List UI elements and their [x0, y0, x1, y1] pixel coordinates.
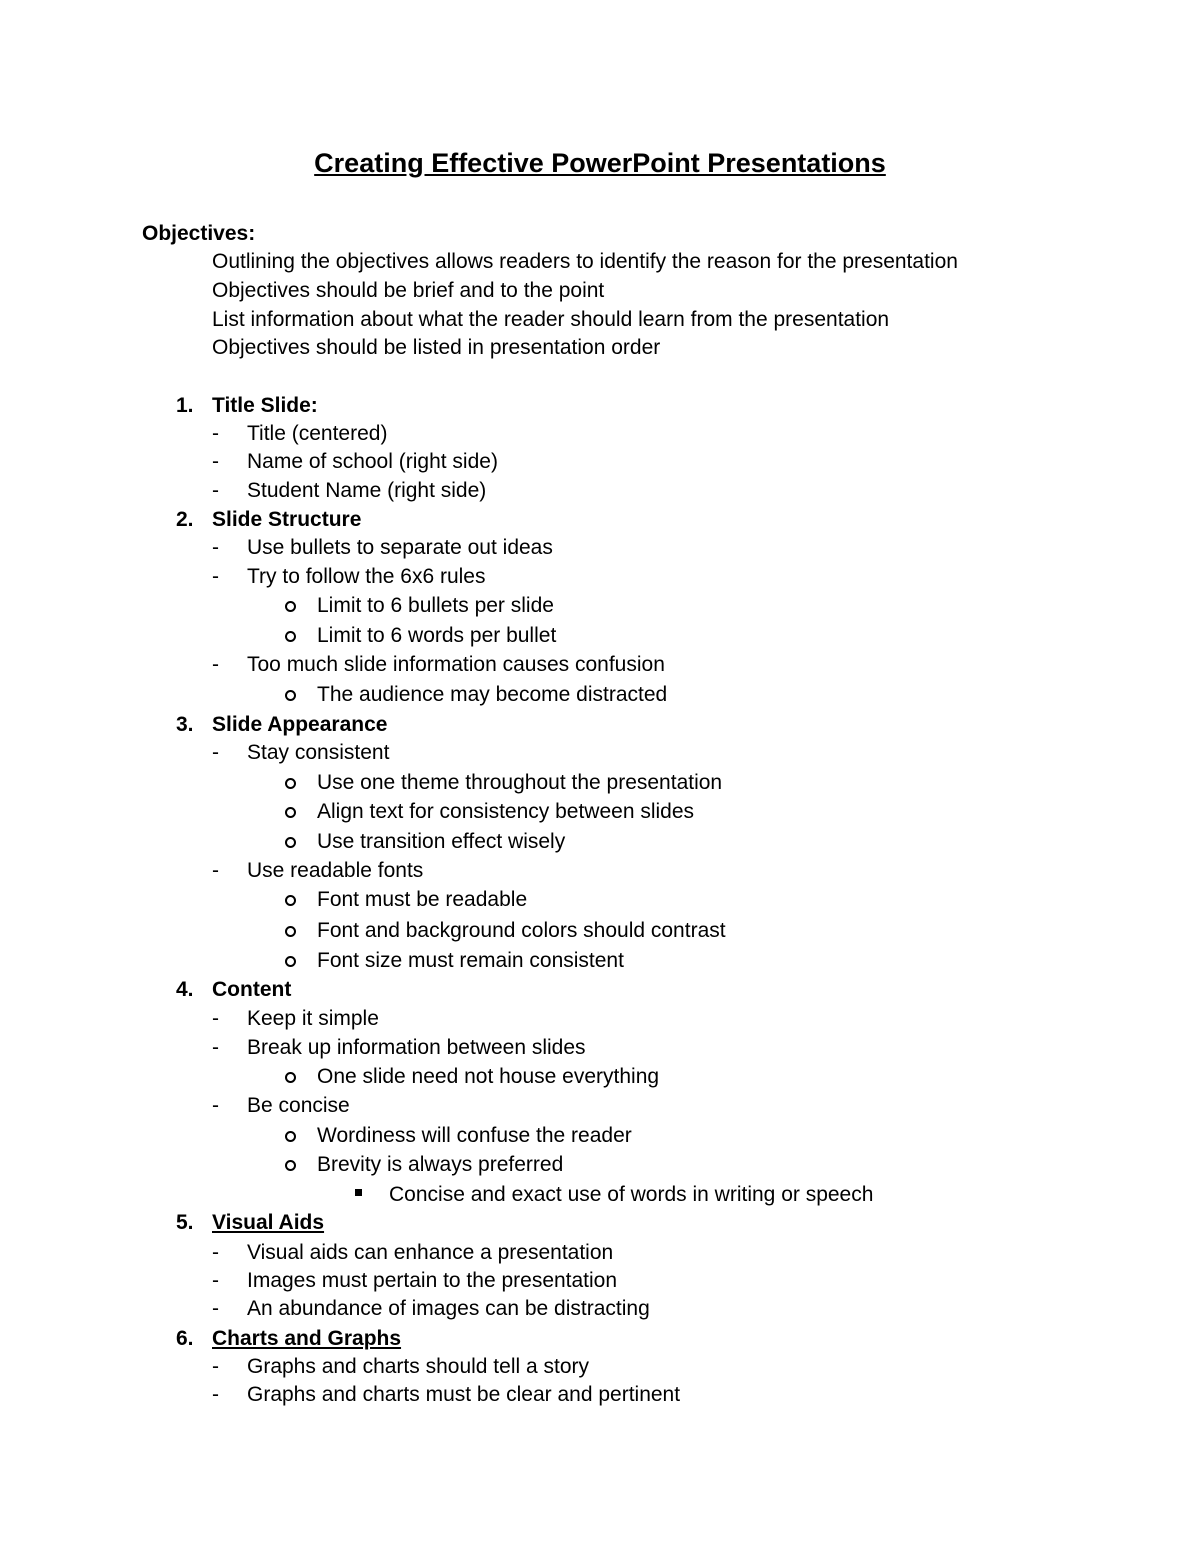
list-item-text: Use transition effect wisely [317, 830, 566, 853]
list-item [0, 857, 1200, 885]
dash-bullet: - [212, 1269, 219, 1292]
list-item-text: An abundance of images can be distracting [247, 1297, 650, 1320]
section-heading-row [0, 506, 1200, 534]
list-item-text: Try to follow the 6x6 rules [247, 565, 486, 588]
dash-bullet: - [212, 422, 219, 445]
list-item [0, 448, 1200, 476]
section-heading: Charts and Graphs [212, 1327, 402, 1350]
list-item-text: The audience may become distracted [317, 683, 668, 706]
sub-list-item [0, 917, 1200, 945]
circle-bullet-icon [285, 837, 296, 848]
dash-bullet: - [212, 653, 219, 676]
list-item [0, 1005, 1200, 1033]
section-heading-row [0, 1325, 1200, 1353]
list-item [0, 1267, 1200, 1295]
list-item-text: Stay consistent [247, 741, 390, 764]
list-item-text: Graphs and charts must be clear and pertinent [247, 1383, 681, 1406]
circle-bullet-icon [285, 807, 296, 818]
list-item-text: Break up information between slides [247, 1036, 586, 1059]
dash-bullet: - [212, 859, 219, 882]
list-item-text: Student Name (right side) [247, 479, 487, 502]
sub-list-item [0, 947, 1200, 975]
circle-bullet-icon [285, 895, 296, 906]
objective-line: Outlining the objectives allows readers to identify the reason for the presentation [212, 250, 958, 273]
list-item-text: Be concise [247, 1094, 350, 1117]
list-item [0, 563, 1200, 591]
sub-list-item [0, 622, 1200, 650]
section-heading: Title Slide: [212, 394, 318, 417]
section-heading: Slide Appearance [212, 713, 388, 736]
section-heading-row [0, 976, 1200, 1004]
section-heading-row [0, 392, 1200, 420]
dash-bullet: - [212, 1007, 219, 1030]
list-item-text: Graphs and charts should tell a story [247, 1355, 590, 1378]
dash-bullet: - [212, 565, 219, 588]
list-item-text: Images must pertain to the presentation [247, 1269, 618, 1292]
sub-list-item [0, 769, 1200, 797]
section-number: 1. [176, 394, 194, 417]
dash-bullet: - [212, 741, 219, 764]
section-number: 6. [176, 1327, 194, 1350]
circle-bullet-icon [285, 778, 296, 789]
sub-list-item [0, 886, 1200, 914]
list-item-text: Limit to 6 bullets per slide [317, 594, 554, 617]
dash-bullet: - [212, 479, 219, 502]
sub-sub-list-item [0, 1181, 1200, 1209]
list-item [0, 477, 1200, 505]
section-number: 3. [176, 713, 194, 736]
list-item-text: Name of school (right side) [247, 450, 498, 473]
circle-bullet-icon [285, 1072, 296, 1083]
objective-line: Objectives should be listed in presentation order [212, 336, 661, 359]
section-number: 2. [176, 508, 194, 531]
circle-bullet-icon [285, 601, 296, 612]
dash-bullet: - [212, 1094, 219, 1117]
list-item-text: Visual aids can enhance a presentation [247, 1241, 614, 1264]
list-item [0, 1034, 1200, 1062]
circle-bullet-icon [285, 690, 296, 701]
sub-list-item [0, 1151, 1200, 1179]
list-item-text: Limit to 6 words per bullet [317, 624, 557, 647]
list-item [0, 1381, 1200, 1409]
section-number: 5. [176, 1211, 194, 1234]
section-heading-row [0, 1209, 1200, 1237]
list-item-text: Use bullets to separate out ideas [247, 536, 553, 559]
list-item-text: Use readable fonts [247, 859, 424, 882]
list-item-text: Align text for consistency between slides [317, 800, 695, 823]
dash-bullet: - [212, 536, 219, 559]
list-item-text: One slide need not house everything [317, 1065, 660, 1088]
section-heading: Slide Structure [212, 508, 362, 531]
section-heading: Content [212, 978, 292, 1001]
list-item [0, 420, 1200, 448]
circle-bullet-icon [285, 1160, 296, 1171]
sub-list-item [0, 828, 1200, 856]
list-item [0, 1353, 1200, 1381]
list-item-text: Too much slide information causes confusion [247, 653, 665, 676]
dash-bullet: - [212, 1036, 219, 1059]
dash-bullet: - [212, 1383, 219, 1406]
sub-list-item [0, 1122, 1200, 1150]
objective-line: List information about what the reader should learn from the presentation [212, 308, 890, 331]
list-item [0, 534, 1200, 562]
list-item-text: Brevity is always preferred [317, 1153, 564, 1176]
sub-list-item [0, 681, 1200, 709]
list-item-text: Keep it simple [247, 1007, 379, 1030]
dash-bullet: - [212, 1297, 219, 1320]
circle-bullet-icon [285, 956, 296, 967]
list-item [0, 739, 1200, 767]
list-item [0, 1295, 1200, 1323]
list-item-text: Font size must remain consistent [317, 949, 624, 972]
sub-list-item [0, 1063, 1200, 1091]
dash-bullet: - [212, 450, 219, 473]
list-item-text: Font and background colors should contrast [317, 919, 726, 942]
list-item-text: Title (centered) [247, 422, 388, 445]
list-item-text: Wordiness will confuse the reader [317, 1124, 632, 1147]
list-item-text: Concise and exact use of words in writing or speech [389, 1183, 874, 1206]
objective-line: Objectives should be brief and to the point [212, 279, 605, 302]
square-bullet-icon [355, 1189, 362, 1196]
sub-list-item [0, 798, 1200, 826]
list-item-text: Font must be readable [317, 888, 528, 911]
dash-bullet: - [212, 1241, 219, 1264]
section-heading: Visual Aids [212, 1211, 325, 1234]
document-title: Creating Effective PowerPoint Presentations [314, 148, 886, 178]
list-item [0, 651, 1200, 679]
circle-bullet-icon [285, 631, 296, 642]
list-item [0, 1092, 1200, 1120]
list-item-text: Use one theme throughout the presentation [317, 771, 723, 794]
list-item [0, 1239, 1200, 1267]
section-heading-row [0, 711, 1200, 739]
section-number: 4. [176, 978, 194, 1001]
sub-list-item [0, 592, 1200, 620]
circle-bullet-icon [285, 1131, 296, 1142]
circle-bullet-icon [285, 926, 296, 937]
dash-bullet: - [212, 1355, 219, 1378]
objectives-heading: Objectives: [142, 222, 256, 245]
